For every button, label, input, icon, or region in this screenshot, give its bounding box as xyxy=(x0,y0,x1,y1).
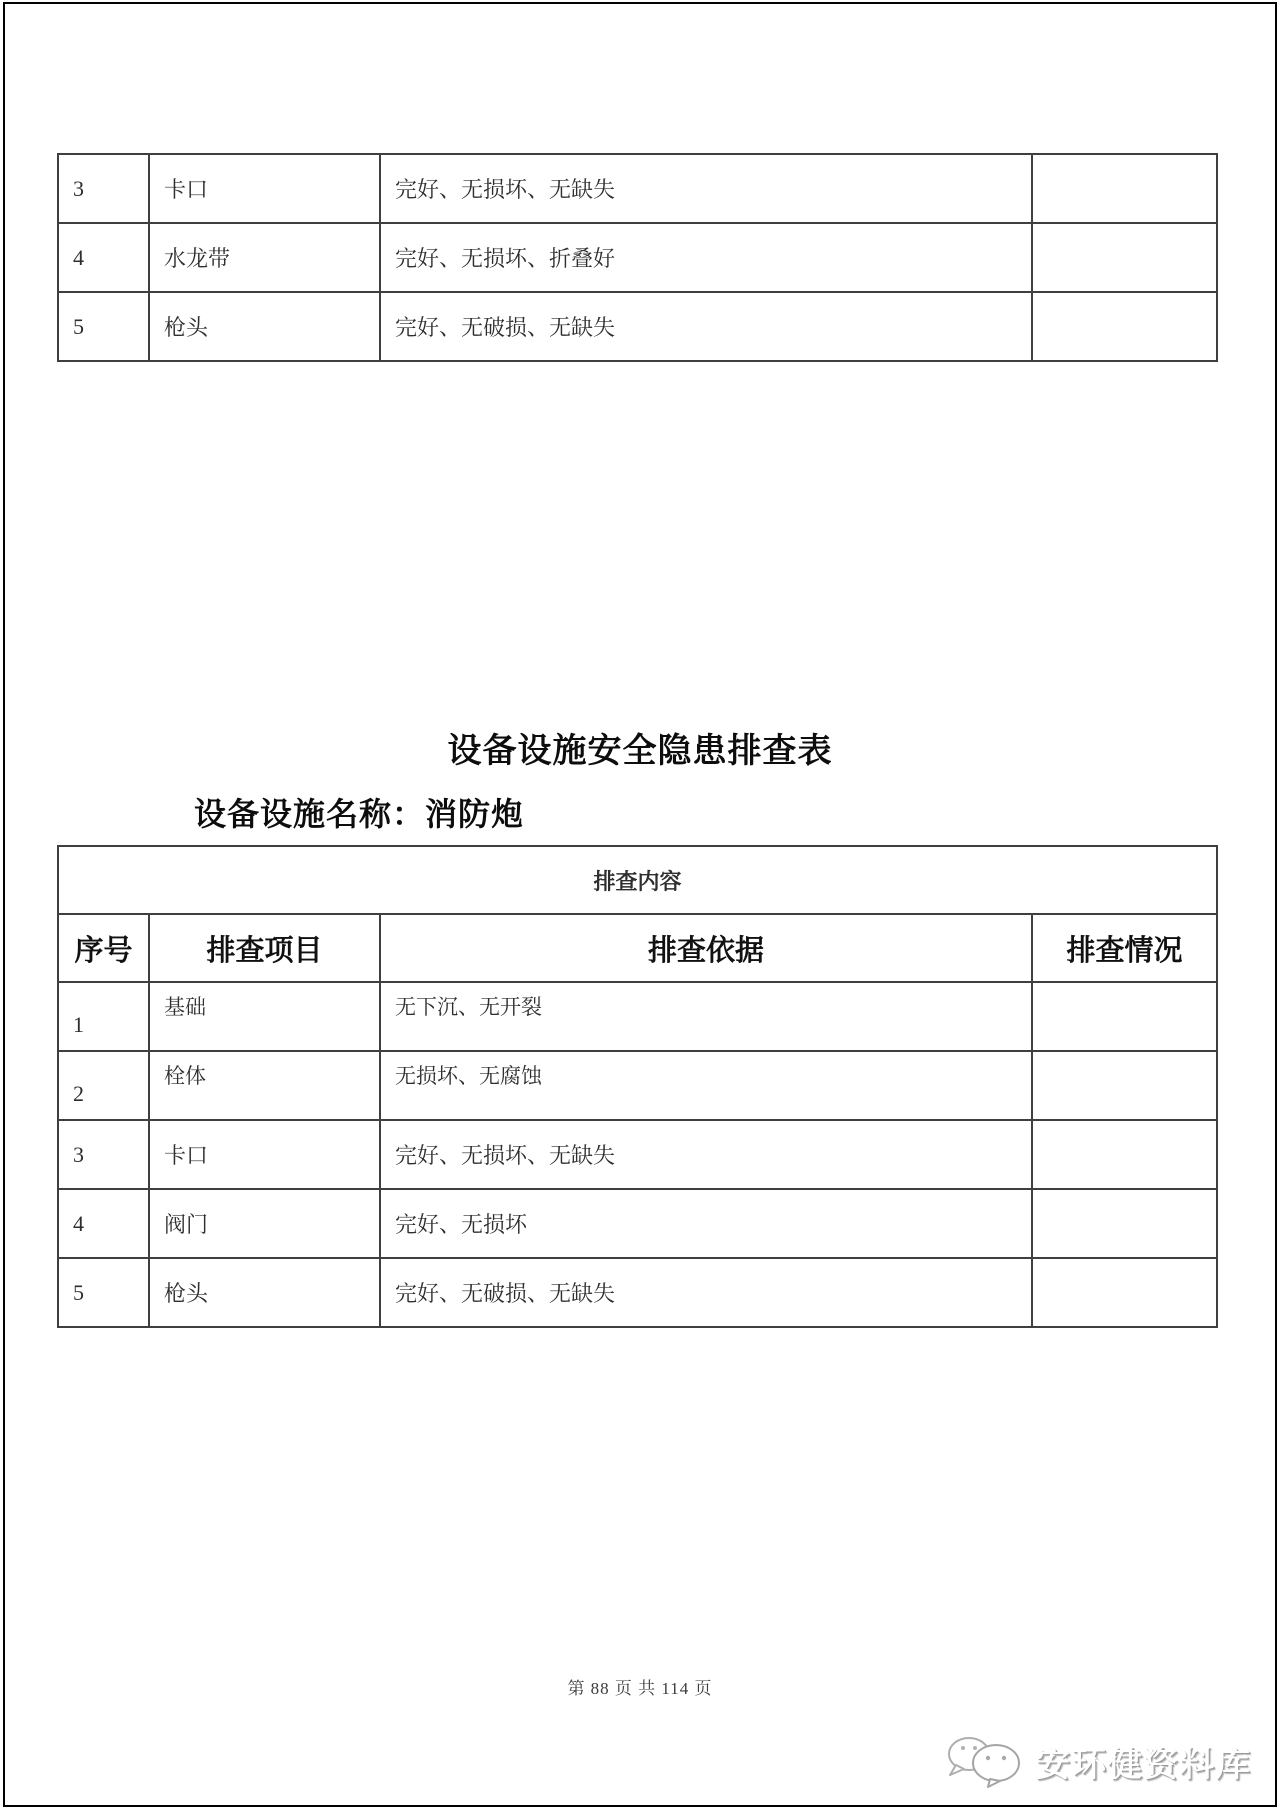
basis-cell: 完好、无损坏、无缺失 xyxy=(380,1120,1032,1189)
status-cell xyxy=(1032,1258,1217,1327)
column-header-row xyxy=(58,914,1217,982)
item-cell: 水龙带 xyxy=(149,223,380,292)
table-row xyxy=(58,1258,1217,1327)
status-cell xyxy=(1032,223,1217,292)
item-cell: 枪头 xyxy=(149,1258,380,1327)
table-row xyxy=(58,1189,1217,1258)
table-row xyxy=(58,223,1217,292)
basis-cell: 完好、无损坏、折叠好 xyxy=(380,223,1032,292)
column-header-basis: 排查依据 xyxy=(380,914,1032,982)
basis-cell: 无下沉、无开裂 xyxy=(380,982,1032,1051)
row-number: 1 xyxy=(58,982,149,1051)
row-number: 4 xyxy=(58,1189,149,1258)
continuation-table xyxy=(57,153,1218,362)
watermark xyxy=(942,1734,1252,1788)
basis-cell: 完好、无损坏 xyxy=(380,1189,1032,1258)
watermark-label: 安环健资料库 xyxy=(1036,1745,1252,1784)
status-cell xyxy=(1032,1051,1217,1120)
item-cell: 卡口 xyxy=(149,1120,380,1189)
basis-cell: 无损坏、无腐蚀 xyxy=(380,1051,1032,1120)
table-row xyxy=(58,1120,1217,1189)
row-number: 3 xyxy=(58,1120,149,1189)
section-header: 排查内容 xyxy=(58,846,1217,914)
item-cell: 栓体 xyxy=(149,1051,380,1120)
table-row xyxy=(58,1051,1217,1120)
item-cell: 卡口 xyxy=(149,154,380,223)
equipment-name-label: 设备设施名称：消防炮 xyxy=(194,796,525,832)
table-row xyxy=(58,292,1217,361)
row-number: 3 xyxy=(58,154,149,223)
status-cell xyxy=(1032,154,1217,223)
section-header-row xyxy=(58,846,1217,914)
status-cell xyxy=(1032,982,1217,1051)
row-number: 5 xyxy=(58,1258,149,1327)
row-number: 5 xyxy=(58,292,149,361)
wechat-icon xyxy=(942,1734,1028,1788)
column-header-no: 序号 xyxy=(58,914,149,982)
table-row xyxy=(58,982,1217,1051)
status-cell xyxy=(1032,1189,1217,1258)
status-cell xyxy=(1032,1120,1217,1189)
basis-cell: 完好、无破损、无缺失 xyxy=(380,1258,1032,1327)
inspection-table xyxy=(57,845,1218,1328)
basis-cell: 完好、无破损、无缺失 xyxy=(380,292,1032,361)
item-cell: 枪头 xyxy=(149,292,380,361)
item-cell: 基础 xyxy=(149,982,380,1051)
form-title: 设备设施安全隐患排查表 xyxy=(447,733,833,770)
column-header-status: 排查情况 xyxy=(1032,914,1217,982)
table-row xyxy=(58,154,1217,223)
row-number: 4 xyxy=(58,223,149,292)
basis-cell: 完好、无损坏、无缺失 xyxy=(380,154,1032,223)
column-header-item: 排查项目 xyxy=(149,914,380,982)
item-cell: 阀门 xyxy=(149,1189,380,1258)
row-number: 2 xyxy=(58,1051,149,1120)
page-number: 第 88 页 共 114 页 xyxy=(567,1679,713,1698)
status-cell xyxy=(1032,292,1217,361)
